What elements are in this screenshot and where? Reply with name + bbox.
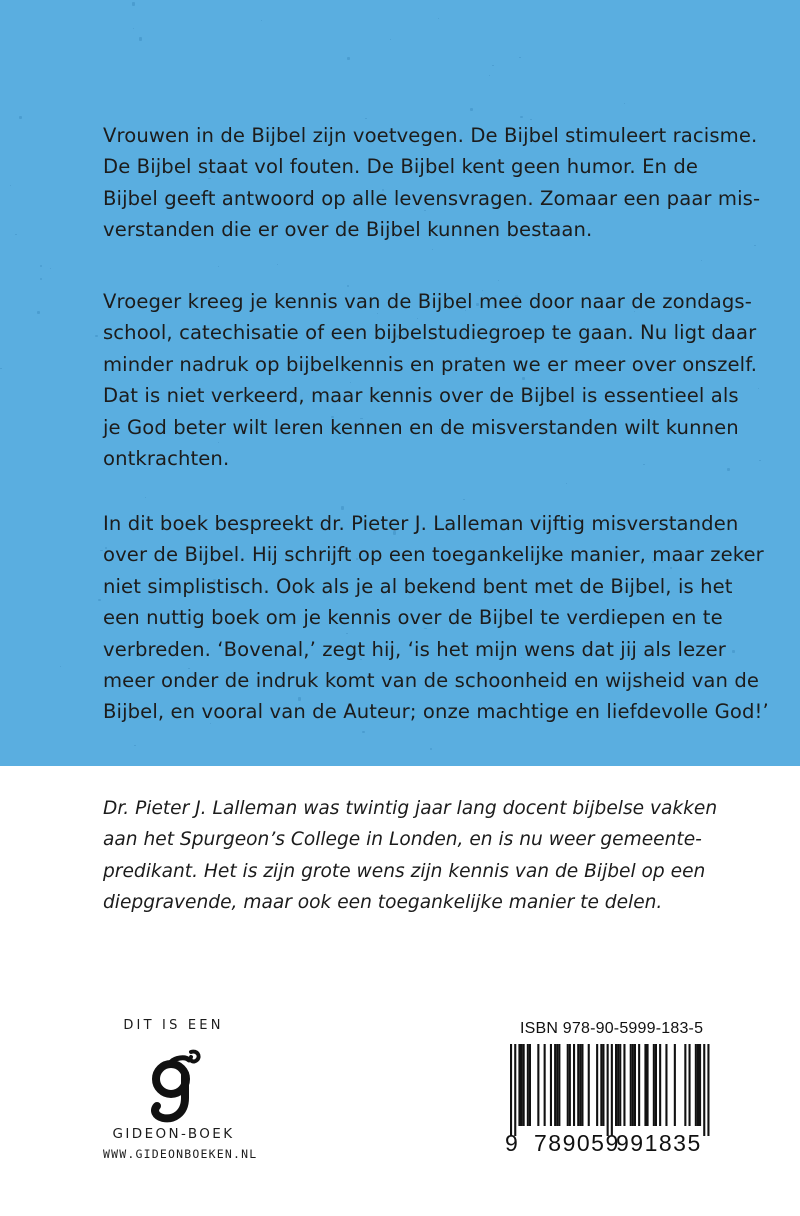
- paper-speck: [133, 28, 134, 29]
- paper-speck: [498, 280, 499, 281]
- barcode-bar: [556, 1044, 558, 1126]
- author-bio-line: diepgravende, maar ook een toegankelijke manier te delen.: [103, 892, 663, 914]
- barcode-bar: [630, 1044, 632, 1126]
- barcode-bar: [619, 1044, 621, 1126]
- barcode-bar: [550, 1044, 552, 1126]
- isbn-barcode-block: [500, 1020, 712, 1170]
- barcode-bar: [537, 1044, 539, 1126]
- barcode-digits-left: 789059: [534, 1130, 620, 1156]
- paper-speck: [727, 468, 730, 471]
- barcode-icon: [500, 1044, 712, 1136]
- paper-speck: [37, 311, 40, 314]
- paper-speck: [438, 18, 439, 19]
- blurb-line: verbreden. ‘Bovenal,’ zegt hij, ‘is het mijn wens dat jij als lezer: [103, 637, 726, 661]
- barcode-bar: [707, 1044, 709, 1136]
- paper-speck: [463, 499, 465, 500]
- paper-speck: [754, 245, 756, 246]
- paper-speck: [40, 265, 42, 267]
- paper-speck: [759, 460, 761, 461]
- paper-speck: [132, 2, 135, 6]
- barcode-bar: [699, 1044, 701, 1126]
- blurb-line: Dat is niet verkeerd, maar kennis over de Bijbel is essentieel als: [103, 384, 739, 408]
- barcode-bar: [577, 1044, 579, 1126]
- paper-speck: [732, 650, 735, 653]
- paper-speck: [19, 116, 22, 119]
- barcode-bar: [697, 1044, 699, 1126]
- barcode-bar: [611, 1044, 613, 1136]
- paper-speck: [139, 37, 142, 41]
- barcode-bar: [647, 1044, 649, 1126]
- barcode-bar: [579, 1044, 581, 1126]
- paper-speck: [145, 497, 146, 498]
- blurb-line: Vroeger kreeg je kennis van de Bijbel mee door naar de zondags-: [103, 290, 752, 313]
- blurb-line: Vrouwen in de Bijbel zijn voetvegen. De Bijbel stimuleert racisme.: [103, 124, 758, 147]
- barcode-bar: [689, 1044, 691, 1126]
- barcode-digits: [500, 1130, 712, 1160]
- barcode-bar: [617, 1044, 619, 1126]
- barcode-bar: [544, 1044, 546, 1126]
- blurb-line: school, catechisatie of een bijbelstudiegroep te gaan. Nu ligt daar: [103, 321, 757, 345]
- publisher-imprint: [100, 1018, 280, 1168]
- barcode-bar: [600, 1044, 602, 1126]
- publisher-url: WWW.GIDEONBOEKEN.NL: [103, 1147, 258, 1161]
- paper-speck: [218, 266, 219, 267]
- paper-speck: [10, 185, 11, 186]
- blurb-line: In dit boek bespreekt dr. Pieter J. Lalleman vijftig misverstanden: [103, 512, 739, 535]
- publisher-name: GIDEON-BOEK: [112, 1126, 235, 1142]
- barcode-bar: [573, 1044, 575, 1126]
- barcode-bar: [634, 1044, 636, 1126]
- isbn-label: ISBN 978-90-5999-183-5: [520, 1020, 704, 1037]
- paper-speck: [60, 666, 61, 667]
- barcode-bar: [615, 1044, 617, 1126]
- paper-speck: [489, 75, 490, 76]
- barcode-bar: [527, 1044, 529, 1126]
- paper-speck: [470, 108, 473, 111]
- blurb-line: meer onder de indruk komt van de schoonheid en wijsheid van de: [103, 669, 760, 693]
- paper-speck: [50, 268, 51, 269]
- paper-speck: [390, 39, 391, 40]
- blurb-paragraph-2: [103, 286, 758, 474]
- author-bio-line: aan het Spurgeon’s College in Londen, en is nu weer gemeente-: [103, 829, 702, 851]
- paper-speck: [134, 745, 136, 746]
- barcode-bar: [674, 1044, 676, 1126]
- barcode-bar: [518, 1044, 520, 1126]
- paper-speck: [0, 368, 2, 369]
- blurb-paragraph-1: [103, 120, 761, 246]
- barcode-bar: [653, 1044, 655, 1126]
- blurb-line: over de Bijbel. Hij schrijft op een toegankelijke manier, maar zeker: [103, 543, 764, 567]
- barcode-bar: [569, 1044, 571, 1126]
- blurb-line: je God beter wilt leren kennen en de misverstanden wilt kunnen: [103, 415, 739, 439]
- paper-speck: [347, 57, 350, 60]
- blurb-line: Bijbel geeft antwoord op alle levensvragen. Zomaar een paar mis-: [103, 186, 761, 210]
- barcode-bar: [529, 1044, 531, 1126]
- barcode-bar: [567, 1044, 569, 1126]
- barcode-bar: [521, 1044, 523, 1126]
- author-bio-line: Dr. Pieter J. Lalleman was twintig jaar lang docent bijbelse vakken: [103, 798, 718, 819]
- paper-speck: [432, 249, 433, 250]
- paper-speck: [758, 388, 759, 389]
- paper-speck: [492, 65, 494, 66]
- blurb-line: een nuttig boek om je kennis over de Bijbel te verdiepen en te: [103, 606, 723, 630]
- barcode-bar: [638, 1044, 640, 1126]
- barcode-bar: [510, 1044, 512, 1136]
- blurb-line: Bijbel, en vooral van de Auteur; onze machtige en liefdevolle God!’: [103, 700, 769, 724]
- barcode-bar: [623, 1044, 625, 1126]
- paper-speck: [15, 234, 17, 235]
- barcode-bar: [554, 1044, 556, 1126]
- paper-speck: [566, 483, 567, 484]
- author-bio-line: predikant. Het is zijn grote wens zijn kennis van de Bijbel op een: [103, 860, 706, 882]
- author-bio: [103, 793, 723, 919]
- paper-speck: [520, 116, 523, 118]
- paper-speck: [362, 731, 365, 733]
- barcode-digits-right: 991835: [616, 1130, 702, 1156]
- paper-speck: [277, 264, 278, 265]
- blurb-line: ontkrachten.: [103, 447, 230, 471]
- barcode-bar: [655, 1044, 657, 1126]
- blurb-line: minder nadruk op bijbelkennis en praten we er meer over onszelf.: [103, 352, 758, 376]
- blurb-line: De Bijbel staat vol fouten. De Bijbel kent geen humor. En de: [103, 155, 699, 179]
- barcode-bar: [703, 1044, 705, 1136]
- barcode-bar: [665, 1044, 667, 1126]
- barcode-bar: [659, 1044, 661, 1126]
- paper-speck: [40, 278, 42, 280]
- paper-speck: [519, 57, 521, 58]
- blurb-line: niet simplistisch. Ook als je al bekend bent met de Bijbel, is het: [103, 574, 733, 598]
- barcode-digit-first: 9: [505, 1130, 518, 1156]
- barcode-bar: [602, 1044, 604, 1126]
- barcode-bar: [632, 1044, 634, 1126]
- paper-speck: [95, 335, 98, 337]
- barcode-bar: [581, 1044, 583, 1126]
- barcode-bar: [695, 1044, 697, 1126]
- barcode-bar: [684, 1044, 686, 1126]
- paper-speck: [365, 118, 367, 119]
- barcode-bar: [607, 1044, 609, 1136]
- barcode-bar: [596, 1044, 598, 1126]
- blurb-paragraph-3: [103, 508, 769, 728]
- paper-speck: [430, 748, 432, 750]
- barcode-bar: [588, 1044, 590, 1126]
- barcode-bar: [644, 1044, 646, 1126]
- paper-speck: [624, 103, 625, 104]
- paper-speck: [701, 260, 702, 261]
- publisher-tagline: DIT IS EEN: [123, 1018, 224, 1033]
- barcode-bar: [523, 1044, 525, 1126]
- paper-speck: [261, 20, 262, 21]
- paper-speck: [98, 599, 101, 601]
- gideon-logo-icon: [145, 1046, 205, 1136]
- barcode-bar: [558, 1044, 560, 1126]
- blurb-line: verstanden die er over de Bijbel kunnen bestaan.: [103, 218, 593, 242]
- barcode-bar: [514, 1044, 516, 1136]
